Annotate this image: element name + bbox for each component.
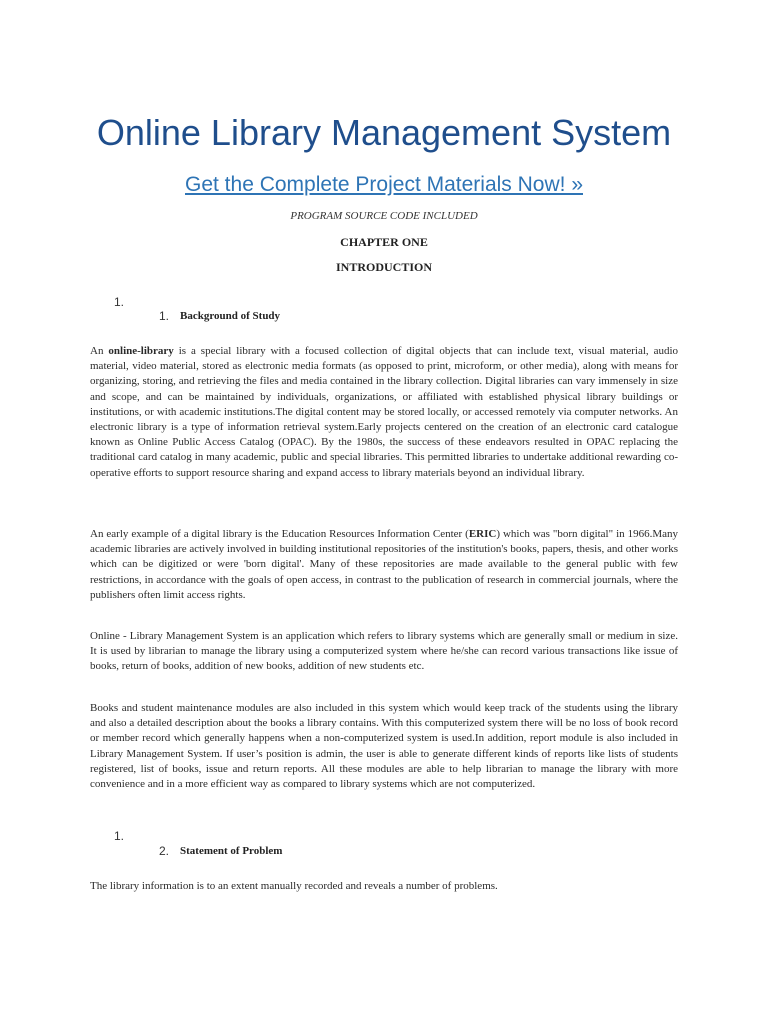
list-number-inner-1: 1. [159,309,170,323]
paragraph-lms-definition: Online - Library Management System is an application which refers to library systems which are generally small or medium in size. It is used by librarian to manage the library using a computerized system where he/she can record various transactions like issue of books, return of books, addition of new books, addition of new students etc. [90,630,678,673]
bold-term-eric: ERIC [468,528,497,540]
list-number-outer-1: 1. [114,295,125,309]
paragraph-prefix: An early example of a digital library is the Education Resources Information Center ( [90,528,469,540]
paragraph-body: is a special library with a focused collection of digital objects that can include text, visual material, audio material, video material, stored as electronic media formats (as opposed to print, microform, or other media), along with means for organizing, storing, and retrieving the files and media contained in the library collection. Digital libraries can vary immensely in size and scope, and can be maintained by individuals, organizations, or affiliated with established physical library buildings or institutions, or with academic institutions.The digital content may be stored locally, or accessed remotely via computer networks. An electronic library is a type of information retrieval system.Early projects centered on the creation of an electronic card catalogue known as Online Public Access Catalog (OPAC). By the 1980s, the success of these endeavors resulted in OPAC replacing the traditional card catalog in many academic, public and special libraries. This permitted libraries to undertake additional rewarding co-operative efforts to support resource sharing and expand access to library materials beyond an individual library. [90,345,679,479]
chapter-title: INTRODUCTION [335,260,432,274]
document-title: Online Library Management System [96,112,672,153]
paragraph-modules: Books and student maintenance modules are also included in this system which would keep track of the students using the library and also a detailed description about the books a library contains. With this computerized system there will be no loss of book record or member record which generally happens when a non-computerized system is used.In addition, report module is also included in Library Management System. If user’s position is admin, the user is able to generate different kinds of reports like lists of students registered, list of books, issue and return reports. All these modules are able to help librarian to manage the library with more convenience and in a more efficient way as compared to library systems which are not computerized. [90,702,678,791]
paragraph-prefix: An [90,345,109,357]
list-number-outer-2: 1. [114,829,125,843]
get-project-materials-link[interactable]: Get the Complete Project Materials Now! » [185,173,583,196]
section-heading-background: Background of Study [180,310,281,322]
section-heading-problem: Statement of Problem [180,845,283,857]
paragraph-eric [90,527,678,603]
program-source-note: PROGRAM SOURCE CODE INCLUDED [290,210,478,222]
bold-term-online-library: online-library [108,345,174,357]
paragraph-problem: The library information is to an extent manually recorded and reveals a number of problems. [90,880,498,892]
chapter-heading: CHAPTER ONE [340,235,428,249]
paragraph-body: ) which was "born digital" in 1966.Many academic libraries are actively involved in building institutional repositories of the institution's books, papers, thesis, and other works which can be digitized or were 'born digital'. Many of these repositories are made available to the general public with few restrictions, in accordance with the goals of open access, in contrast to the publication of research in commercial journals, where the publishers often limit access rights. [90,528,679,601]
paragraph-online-library [90,344,678,481]
list-number-inner-2: 2. [159,844,170,858]
cta-link-container [0,170,768,200]
